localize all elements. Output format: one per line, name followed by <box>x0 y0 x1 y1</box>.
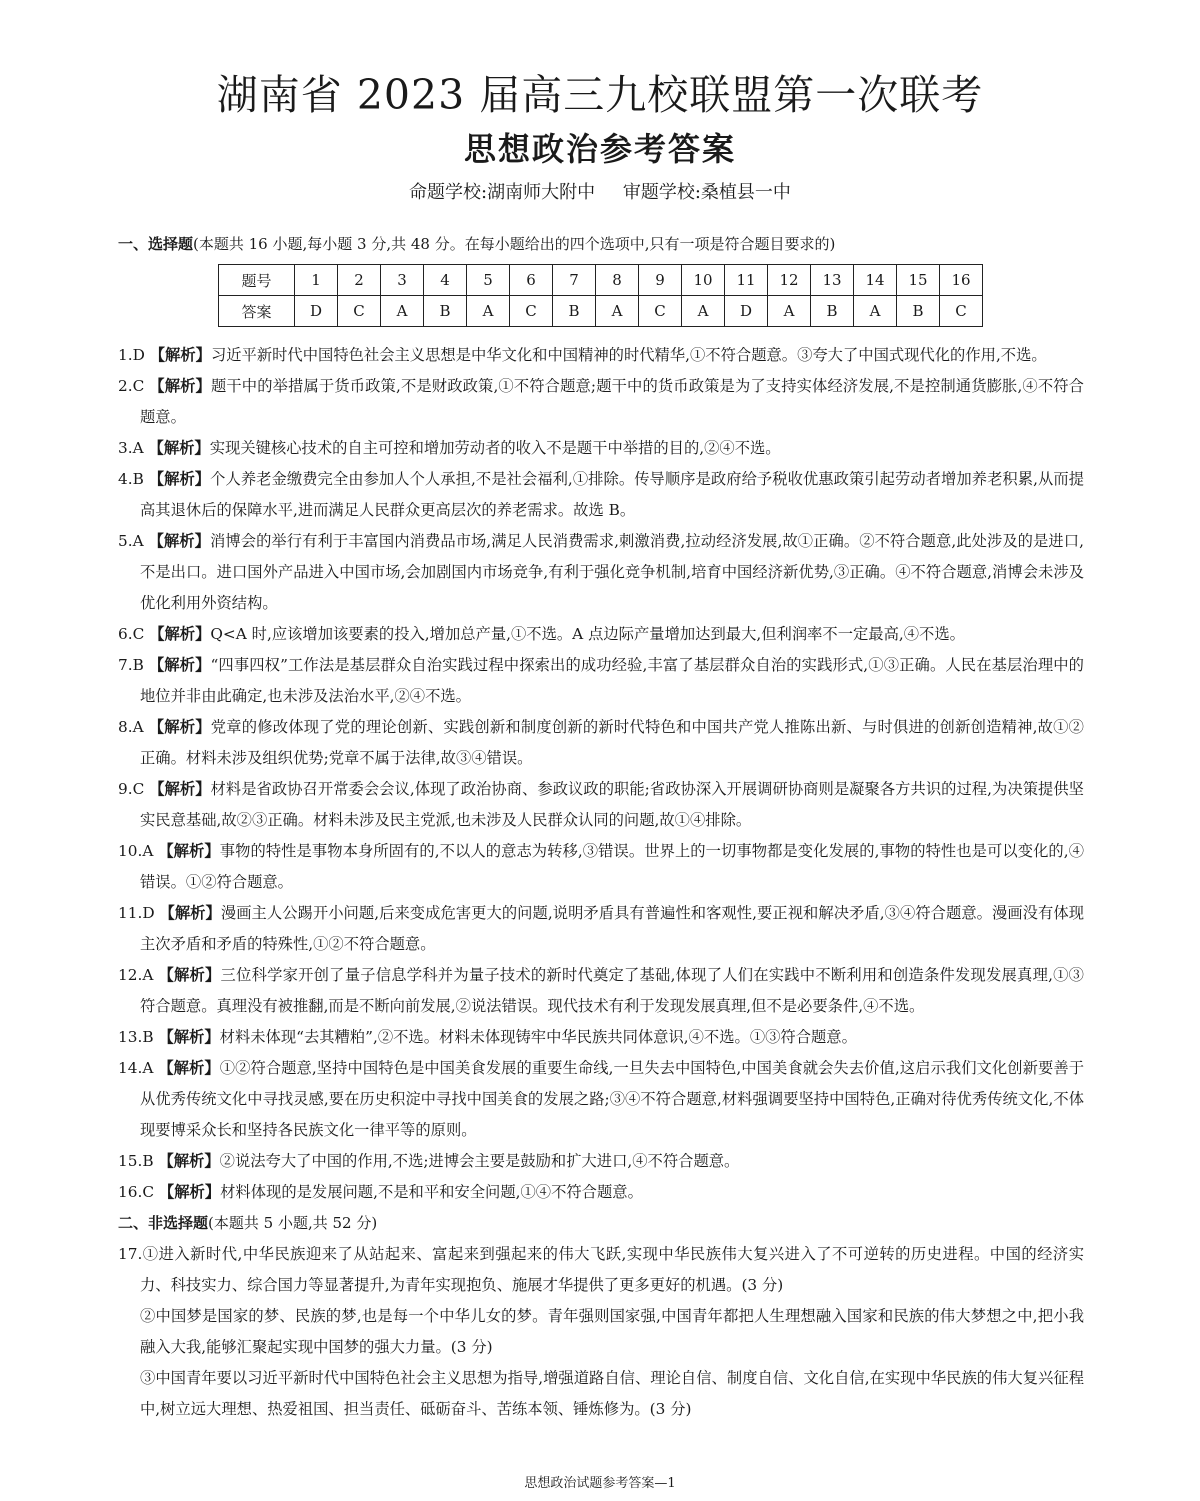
analysis-tag: 【解析】 <box>148 532 210 550</box>
answer-cell: D <box>725 296 768 327</box>
item-number: 2.C <box>118 377 145 395</box>
analysis-tag: 【解析】 <box>158 842 220 860</box>
question-number-cell: 1 <box>295 265 338 296</box>
question-number-cell: 4 <box>424 265 467 296</box>
explanation-item <box>118 1146 1084 1177</box>
explanation-item <box>118 774 1084 836</box>
analysis-tag: 【解析】 <box>149 377 211 395</box>
question-number-cell: 5 <box>467 265 510 296</box>
analysis-tag: 【解析】 <box>149 780 211 798</box>
analysis-tag: 【解析】 <box>149 346 211 364</box>
page-footer: 思想政治试题参考答案—1 <box>524 1476 676 1491</box>
answer-cell: B <box>897 296 940 327</box>
question-number-cell: 2 <box>338 265 381 296</box>
analysis-tag: 【解析】 <box>158 1059 220 1077</box>
explanation-item <box>118 836 1084 898</box>
section1-heading <box>118 233 835 254</box>
answer-cell: D <box>295 296 338 327</box>
question-number-cell: 15 <box>897 265 940 296</box>
section2-desc: (本题共 5 小题,共 52 分) <box>208 1214 378 1232</box>
item-text: 实现关键核心技术的自主可控和增加劳动者的收入不是题干中举措的目的,②④不选。 <box>209 439 781 457</box>
explanation-item <box>118 526 1084 619</box>
row-label-numbers: 题号 <box>219 265 295 296</box>
explanation-item <box>118 1177 1084 1208</box>
table-row-numbers <box>219 265 983 296</box>
item-number: 5.A <box>118 532 144 550</box>
analysis-tag: 【解析】 <box>158 1028 220 1046</box>
answer-cell: A <box>467 296 510 327</box>
answer-cell: C <box>940 296 983 327</box>
item-number: 6.C <box>118 625 145 643</box>
answer-cell: B <box>553 296 596 327</box>
explanation-item <box>118 898 1084 960</box>
answer-cell: A <box>854 296 897 327</box>
item-number: 7.B <box>118 656 144 674</box>
answer-cell: A <box>596 296 639 327</box>
explanation-item <box>118 712 1084 774</box>
setter-school: 命题学校:湖南师大附中 <box>409 182 596 203</box>
item-text: 材料是省政协召开常委会会议,体现了政治协商、参政议政的职能;省政协深入开展调研协商则是凝聚各方共识的过程,为决策提供坚实民意基础,故②③正确。材料未涉及民主党派,也未涉及人民群众认同的问题,故①④排除。 <box>140 780 1084 829</box>
item-text: 事物的特性是事物本身所固有的,不以人的意志为转移,③错误。世界上的一切事物都是变化发展的,事物的特性也是可以变化的,④错误。①②符合题意。 <box>140 842 1084 891</box>
answer-cell: C <box>510 296 553 327</box>
item-text: ②说法夸大了中国的作用,不选;进博会主要是鼓励和扩大进口,④不符合题意。 <box>219 1152 740 1170</box>
analysis-tag: 【解析】 <box>149 625 211 643</box>
question-number-cell: 9 <box>639 265 682 296</box>
explanation-item <box>118 433 1084 464</box>
explanation-item <box>118 619 1084 650</box>
question-number-cell: 10 <box>682 265 725 296</box>
question-number-cell: 7 <box>553 265 596 296</box>
analysis-tag: 【解析】 <box>158 1152 220 1170</box>
school-info <box>0 178 1200 204</box>
row-label-answers: 答案 <box>219 296 295 327</box>
answer-cell: B <box>811 296 854 327</box>
analysis-tag: 【解析】 <box>159 904 221 922</box>
answer-cell: A <box>768 296 811 327</box>
item-text: ①②符合题意,坚持中国特色是中国美食发展的重要生命线,一旦失去中国特色,中国美食就会失去价值,这启示我们文化创新要善于从优秀传统文化中寻找灵感,要在历史积淀中寻找中国美食的发展之路;③④不符合题意,材料强调要坚持中国特色,正确对待优秀传统文化,不体现要博采众长和坚持各民族文化一律平等的原则。 <box>140 1059 1084 1139</box>
analysis-tag: 【解析】 <box>158 1183 221 1201</box>
explanation-item <box>118 1022 1084 1053</box>
item-text: 漫画主人公踢开小问题,后来变成危害更大的问题,说明矛盾具有普遍性和客观性,要正视和解决矛盾,③④符合题意。漫画没有体现主次矛盾和矛盾的特殊性,①②不符合题意。 <box>140 904 1084 953</box>
analysis-tag: 【解析】 <box>148 656 211 674</box>
explanation-item <box>118 340 1084 371</box>
item-text: 消博会的举行有利于丰富国内消费品市场,满足人民消费需求,刺激消费,拉动经济发展,故①正确。②不符合题意,此处涉及的是进口,不是出口。进口国外产品进入中国市场,会加剧国内市场竞争,有利于强化竞争机制,培育中国经济新优势,③正确。④不符合题意,消博会未涉及优化利用外资结构。 <box>140 532 1084 612</box>
item-text: “四事四权”工作法是基层群众自治实践过程中探索出的成功经验,丰富了基层群众自治的实践形式,①③正确。人民在基层治理中的地位并非由此确定,也未涉及法治水平,②④不选。 <box>140 656 1084 705</box>
item-number: 13.B <box>118 1028 154 1046</box>
question-number-cell: 3 <box>381 265 424 296</box>
section1-desc: (本题共 16 小题,每小题 3 分,共 48 分。在每小题给出的四个选项中,只有一项是符合题目要求的) <box>193 235 836 253</box>
item-number: 12.A <box>118 966 154 984</box>
analysis-tag: 【解析】 <box>148 439 210 457</box>
q17-number: 17. <box>118 1245 143 1263</box>
item-number: 3.A <box>118 439 144 457</box>
item-number: 1.D <box>118 346 145 364</box>
item-number: 14.A <box>118 1059 154 1077</box>
explanation-item <box>118 371 1084 433</box>
item-number: 8.A <box>118 718 144 736</box>
question-number-cell: 6 <box>510 265 553 296</box>
item-number: 9.C <box>118 780 145 798</box>
answer-cell: C <box>338 296 381 327</box>
analysis-tag: 【解析】 <box>158 966 221 984</box>
item-number: 4.B <box>118 470 144 488</box>
item-text: 个人养老金缴费完全由参加人个人承担,不是社会福利,①排除。传导顺序是政府给予税收优惠政策引起劳动者增加养老积累,从而提高其退休后的保障水平,进而满足人民群众更高层次的养老需求。故选 B。 <box>140 470 1084 519</box>
item-text: 三位科学家开创了量子信息学科并为量子技术的新时代奠定了基础,体现了人们在实践中不断利用和创造条件发现发展真理,①③符合题意。真理没有被推翻,而是不断向前发展,②说法错误。现代技术有利于发现发展真理,但不是必要条件,④不选。 <box>140 966 1084 1015</box>
explanation-item <box>118 960 1084 1022</box>
item-number: 15.B <box>118 1152 154 1170</box>
table-row-answers <box>219 296 983 327</box>
answer-cell: A <box>381 296 424 327</box>
explanation-item <box>118 650 1084 712</box>
question-number-cell: 11 <box>725 265 768 296</box>
q17-point-3: ③中国青年要以习近平新时代中国特色社会主义思想为指导,增强道路自信、理论自信、制度自信、文化自信,在实现中华民族的伟大复兴征程中,树立远大理想、热爱祖国、担当责任、砥砺奋斗、苦练本领、锤炼修为。(3 分) <box>140 1369 1084 1418</box>
item-text: 党章的修改体现了党的理论创新、实践创新和制度创新的新时代特色和中国共产党人推陈出新、与时俱进的创新创造精神,故①②正确。材料未涉及组织优势;党章不属于法律,故③④错误。 <box>140 718 1084 767</box>
page-title: 湖南省 2023 届高三九校联盟第一次联考 <box>216 71 984 119</box>
answer-table <box>218 264 983 327</box>
item-text: Q<A 时,应该增加该要素的投入,增加总产量,①不选。A 点边际产量增加达到最大,但利润率不一定最高,④不选。 <box>210 625 965 643</box>
section1-title: 一、选择题 <box>118 235 194 253</box>
explanation-item <box>118 464 1084 526</box>
answer-cell: A <box>682 296 725 327</box>
explanations <box>118 340 1084 1425</box>
page-subtitle: 思想政治参考答案 <box>463 130 736 168</box>
answer-cell: B <box>424 296 467 327</box>
analysis-tag: 【解析】 <box>148 470 211 488</box>
item-text: 题干中的举措属于货币政策,不是财政政策,①不符合题意;题干中的货币政策是为了支持实体经济发展,不是控制通货膨胀,④不符合题意。 <box>140 377 1084 426</box>
explanation-item <box>118 1053 1084 1146</box>
question-number-cell: 14 <box>854 265 897 296</box>
q17-point-2: ②中国梦是国家的梦、民族的梦,也是每一个中华儿女的梦。青年强则国家强,中国青年都把人生理想融入国家和民族的伟大梦想之中,把小我融入大我,能够汇聚起实现中国梦的强大力量。(3 分) <box>140 1307 1084 1356</box>
item-number: 11.D <box>118 904 155 922</box>
section2-title: 二、非选择题 <box>118 1214 209 1232</box>
item-number: 10.A <box>118 842 154 860</box>
question-number-cell: 8 <box>596 265 639 296</box>
section2-heading <box>118 1208 1084 1239</box>
item-text: 材料体现的是发展问题,不是和平和安全问题,①④不符合题意。 <box>220 1183 643 1201</box>
question-number-cell: 12 <box>768 265 811 296</box>
analysis-tag: 【解析】 <box>148 718 211 736</box>
question-number-cell: 16 <box>940 265 983 296</box>
answer-cell: C <box>639 296 682 327</box>
question-17 <box>118 1239 1084 1425</box>
reviewer-school: 审题学校:桑植县一中 <box>622 182 791 203</box>
q17-point-1: ①进入新时代,中华民族迎来了从站起来、富起来到强起来的伟大飞跃,实现中华民族伟大复兴进入了不可逆转的历史进程。中国的经济实力、科技实力、综合国力等显著提升,为青年实现抱负、施展才华提供了更多更好的机遇。(3 分) <box>140 1245 1084 1294</box>
item-text: 习近平新时代中国特色社会主义思想是中华文化和中国精神的时代精华,①不符合题意。③夸大了中国式现代化的作用,不选。 <box>210 346 1047 364</box>
question-number-cell: 13 <box>811 265 854 296</box>
item-number: 16.C <box>118 1183 155 1201</box>
item-text: 材料未体现“去其糟粕”,②不选。材料未体现铸牢中华民族共同体意识,④不选。①③符合题意。 <box>219 1028 857 1046</box>
